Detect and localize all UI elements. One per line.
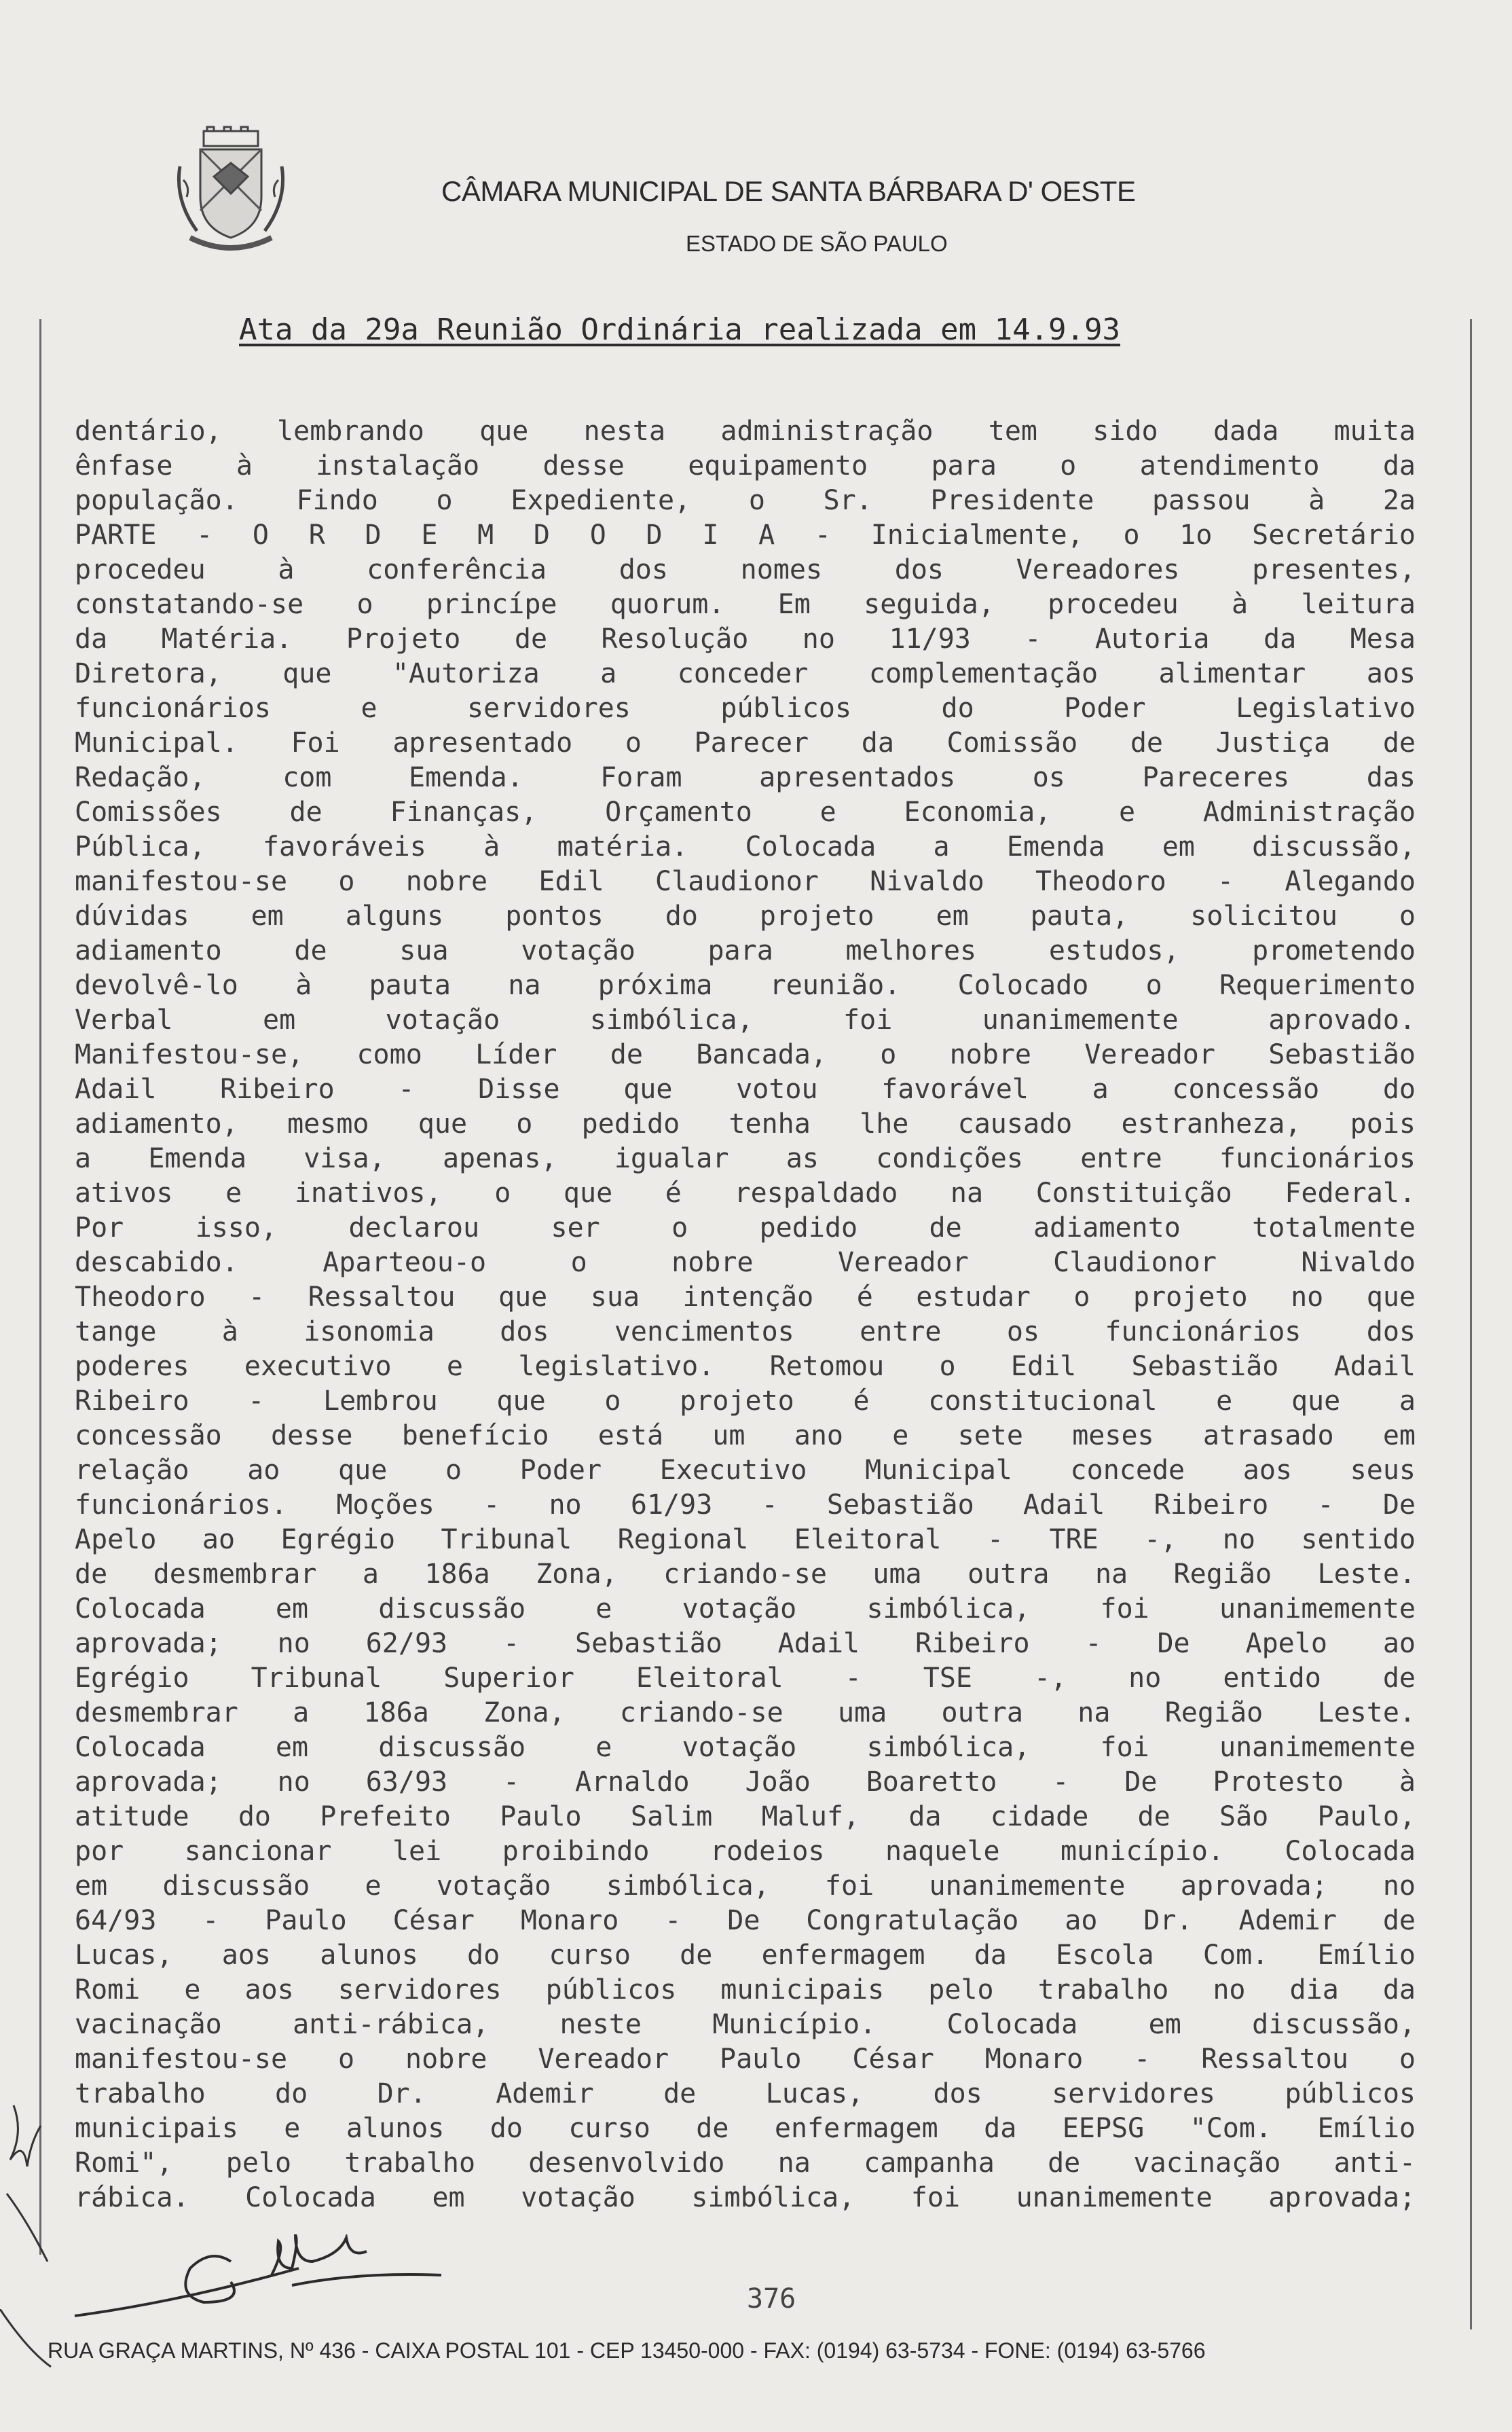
text-line: manifestou-se o nobre Vereador Paulo César Monaro - Ressaltou o	[75, 2044, 1416, 2075]
text-line: Egrégio Tribunal Superior Eleitoral - TSE -, no entido de	[75, 1663, 1416, 1694]
text-line: tange à isonomia dos vencimentos entre os funcionários dos	[75, 1316, 1416, 1347]
text-line: atitude do Prefeito Paulo Salim Maluf, da cidade de São Paulo,	[75, 1801, 1416, 1832]
right-margin-rule	[1470, 319, 1472, 2329]
text-line: procedeu à conferência dos nomes dos Vereadores presentes,	[75, 554, 1416, 585]
text-line: desmembrar a 186a Zona, criando-se uma outra na Região Leste.	[75, 1697, 1416, 1728]
institution-name: CÂMARA MUNICIPAL DE SANTA BÁRBARA D' OESTE	[441, 175, 1136, 207]
text-line: dentário, lembrando que nesta administração tem sido dada muita	[75, 416, 1416, 447]
text-line: funcionários e servidores públicos do Poder Legislativo	[75, 693, 1416, 724]
text-line: dúvidas em alguns pontos do projeto em pauta, solicitou o	[75, 901, 1416, 932]
text-line: da Matéria. Projeto de Resolução no 11/93 - Autoria da Mesa	[75, 623, 1416, 655]
text-line: descabido. Aparteou-o o nobre Vereador Claudionor Nivaldo	[75, 1247, 1416, 1278]
text-line: Romi e aos servidores públicos municipais pelo trabalho no dia da	[75, 1974, 1416, 2006]
text-line: Municipal. Foi apresentado o Parecer da Comissão de Justiça de	[75, 727, 1416, 759]
text-line: relação ao que o Poder Executivo Municipal concede aos seus	[75, 1455, 1416, 1486]
text-line: Por isso, declarou ser o pedido de adiamento totalmente	[75, 1212, 1416, 1244]
text-line: devolvê-lo à pauta na próxima reunião. Colocado o Requerimento	[75, 970, 1416, 1001]
text-line: aprovada; no 62/93 - Sebastião Adail Ribeiro - De Apelo ao	[75, 1628, 1416, 1659]
left-margin-rule	[39, 319, 41, 2255]
text-line: vacinação anti-rábica, neste Município. Colocada em discussão,	[75, 2009, 1416, 2040]
text-line: Colocada em discussão e votação simbólica, foi unanimemente	[75, 1732, 1416, 1763]
text-line: a Emenda visa, apenas, igualar as condições entre funcionários	[75, 1143, 1416, 1174]
text-line: funcionários. Moções - no 61/93 - Sebastião Adail Ribeiro - De	[75, 1489, 1416, 1521]
text-line: por sancionar lei proibindo rodeios naquele município. Colocada	[75, 1836, 1416, 1867]
text-line: Comissões de Finanças, Orçamento e Economia, e Administração	[75, 797, 1416, 828]
text-line: em discussão e votação simbólica, foi unanimemente aprovada; no	[75, 1870, 1416, 1902]
municipal-coat-of-arms-icon	[173, 126, 289, 261]
text-line: Verbal em votação simbólica, foi unanimemente aprovado.	[75, 1004, 1416, 1036]
minutes-body	[75, 414, 1416, 2215]
text-line: constatando-se o princípe quorum. Em seguida, procedeu à leitura	[75, 589, 1416, 620]
text-line: adiamento de sua votação para melhores estudos, prometendo	[75, 935, 1416, 966]
text-line: Apelo ao Egrégio Tribunal Regional Eleitoral - TRE -, no sentido	[75, 1524, 1416, 1555]
text-line: adiamento, mesmo que o pedido tenha lhe causado estranheza, pois	[75, 1108, 1416, 1140]
text-line: Adail Ribeiro - Disse que votou favorável a concessão do	[75, 1074, 1416, 1105]
text-line: trabalho do Dr. Ademir de Lucas, dos servidores públicos	[75, 2078, 1416, 2109]
text-line: concessão desse benefício está um ano e sete meses atrasado em	[75, 1420, 1416, 1451]
text-line: ativos e inativos, o que é respaldado na Constituição Federal.	[75, 1178, 1416, 1209]
text-line: população. Findo o Expediente, o Sr. Presidente passou à 2a	[75, 485, 1416, 516]
text-line: Lucas, aos alunos do curso de enfermagem da Escola Com. Emílio	[75, 1940, 1416, 1971]
handwritten-signature-icon	[68, 2234, 448, 2329]
text-line: ênfase à instalação desse equipamento para o atendimento da	[75, 450, 1416, 482]
text-line: de desmembrar a 186a Zona, criando-se uma outra na Região Leste.	[75, 1559, 1416, 1590]
text-line: Theodoro - Ressaltou que sua intenção é estudar o projeto no que	[75, 1282, 1416, 1313]
text-line: Diretora, que "Autoriza a conceder complementação alimentar aos	[75, 658, 1416, 689]
page-number: 376	[747, 2283, 796, 2315]
text-line: Colocada em discussão e votação simbólica, foi unanimemente	[75, 1593, 1416, 1625]
footer-address: RUA GRAÇA MARTINS, Nº 436 - CAIXA POSTAL 101 - CEP 13450-000 - FAX: (0194) 63-5734 - FONE: (0194) 63-5766	[48, 2338, 1206, 2363]
margin-initials-icon	[0, 2092, 61, 2268]
text-line: poderes executivo e legislativo. Retomou o Edil Sebastião Adail	[75, 1351, 1416, 1382]
text-line: municipais e alunos do curso de enfermagem da EEPSG "Com. Emílio	[75, 2113, 1416, 2144]
text-line: Manifestou-se, como Líder de Bancada, o nobre Vereador Sebastião	[75, 1039, 1416, 1070]
state-name: ESTADO DE SÃO PAULO	[686, 231, 948, 256]
document-title: Ata da 29a Reunião Ordinária realizada em 14.9.93	[239, 312, 1121, 347]
text-line: Ribeiro - Lembrou que o projeto é constitucional e que a	[75, 1385, 1416, 1417]
text-line: PARTE - O R D E M D O D I A - Inicialmente, o 1o Secretário	[75, 520, 1416, 551]
text-line: Redação, com Emenda. Foram apresentados os Pareceres das	[75, 762, 1416, 793]
text-line: aprovada; no 63/93 - Arnaldo João Boaretto - De Protesto à	[75, 1766, 1416, 1798]
text-line: Romi", pelo trabalho desenvolvido na campanha de vacinação anti-	[75, 2147, 1416, 2179]
text-line: manifestou-se o nobre Edil Claudionor Nivaldo Theodoro - Alegando	[75, 866, 1416, 897]
text-line: 64/93 - Paulo César Monaro - De Congratulação ao Dr. Ademir de	[75, 1905, 1416, 1936]
text-line: Pública, favoráveis à matéria. Colocada a Emenda em discussão,	[75, 831, 1416, 863]
text-line: rábica. Colocada em votação simbólica, foi unanimemente aprovada;	[75, 2182, 1416, 2213]
